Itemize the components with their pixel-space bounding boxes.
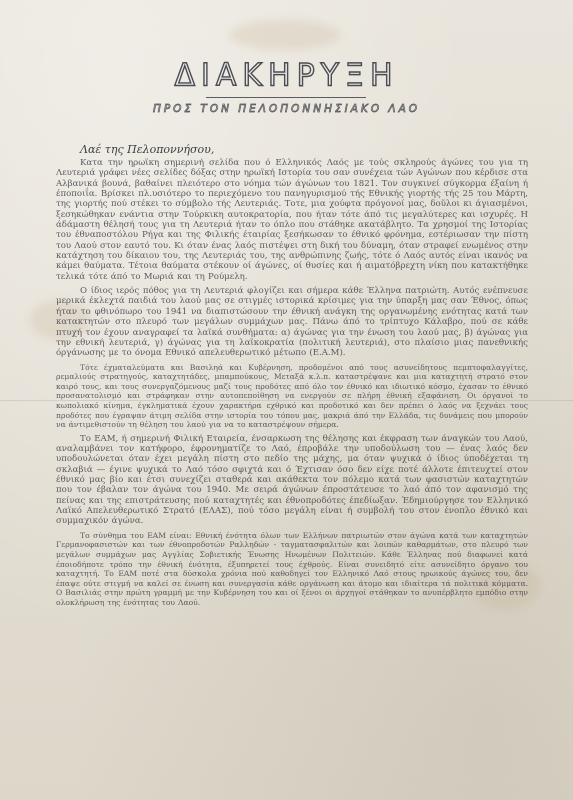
paragraph: Τότε έχματαλεύματα και Βασιληά και Κυβέρνηση, προδομένοι από τους ασυνείδητους πεμπτοφαλαγγίτες, ρεμαλιούς στρατηγούς, καταχτητάδες, μπαμπούκους, Μεταξά κ.λ.π. καταστρέψανε και μια καταχτητή στρατό στον καιρό τους, και τους συνεργαζόμενους μαζί τους προδότες από όλο τον έθνικό και ιδιωτικό κόσμο, έχασαν το έθνικό προσανατολισμό και στράφηκαν στην αυτοπεποίθηση να ενεργούν σε πλήρη έθνική εξαφάνιση. Οι όργανοί το κωπολιακό κίνημα, έγκληματικά έχουν χαρακτήρα εχθρικό και προδοτικό και δεν πρέπει ό λαός να ξεχνάει τους προδότες που έγραψαν άτιμη σελίδα στην ιστορία του τόπου μας, μακριά άπό την Ελλάδα, τις δυνάμεις που μπορούν να άντιμεθιστούν τη θέληση του λαού για να το καταστρέψουν σήμερα. xyxy=(56,362,528,430)
paragraph: Κατα την ηρωϊκη σημερινή σελίδα που ό Ελληνικός Λαός με τούς σκληρούς άγώνες του για τη Λευτεριά γράφει νέες σελίδες δόξας στην ηρωϊκή Ιστορία του σαν συνέχεια τών Αγώνων που κέρδισε στα Αλβανικά βουνά, βαθαίνει πλειότερο στο νόημα τών άγώνων του 1821. Τον συγκινεί σύγκορμα έξαίνη ή έποποιΐα. Βρίσκει πλ.υσιότερο το περιεχόμενο του πανηγυρισμού τής Εθνικής γιορτής τής 25 του Μάρτη, της γιορτής πού στέκει το σύμβολο τής Λευτεριάς. Τοτε, μια χούφτα πρόγονοί μας, δοῦλοι κι άγιασμένοι, ξεσηκώθηκαν ενάντια στην Τούρκικη αυτοκρατορία, που ήταν τότε άπό τις μεγαλύτερες και ισχυρές. Η άδάμαστη θέλησή τους για τη Λευτεριά ήταν το όπλο που στάθηκε ακατάβλητο. Τα χρησμοί της Ιστορίας του έθναποστόλου Ρήγα και της Φιλικής έταιρίας ξεσήκωσαν το έθνικό φρόνημα, εστέριωσαν την πίστη του Λαού στον εαυτό του. Κι όταν ένας λαός πιστέψει στη δική του δύναμη, όταν στραφεί ενωμένος στην κατάχτηση του δίκαιου του, της Λευτεριάς του, της ανθρώπινης ζωής, τότε ό Λαός αυτός είναι ικανός να κάμει θαύματα. Τέτοια θαύματα στέκουν οί άγώνες, οί θυσίες και ή αιματόβρεχτη νίκη που κατακτήθηκε τελικά τότε άπό το Μωριά και τη Ρούμελη. xyxy=(56,158,528,282)
paper-stain xyxy=(230,20,340,50)
document-subtitle: ΠΡΟΣ ΤΟΝ ΠΕΛΟΠΟΝΝΗΣΙΑΚΟ ΛΑΟ xyxy=(152,103,421,115)
paragraph: Ο ίδιος ιερός πόθος για τη Λευτεριά φλογίζει και σήμερα κάθε Έλληνα πατριώτη. Αυτός ενέπνευσε μερικά έκλεχτά παιδιά του λαού μας σε στιγμές ιστορικά κρίσιμες για την ύπαρξη μας σαν Έθνος, όπως ήταν το φθινόπωρο του 1941 να διαπιστώσουν την έθνική ανάγκη της οργανωμένης ενότητας κατά των κατακτητών στο πλευρό των μεγάλων συμμάχων μας. Πάνω άπό το τρίπτυχο Κάλαβρο, πού σε κάθε πτυχή τον έχουν αναγραφεί τα λαϊκά συνθήματα: α) άγώνας για την ένωση του λαού μας, β) άγώνας για την εθνική λευτεριά, γ) άγώνας για τη λαϊκοκρατία (πολιτική λευτεριά), στο πλαίσιο μιας πανεθνικής όργάνωσης με το όνομα Εθνικό απελευθερωτικό μέτωπο (Ε.Α.Μ). xyxy=(56,286,528,359)
paragraph: Το σύνθημα του ΕΑΜ είναι: Εθνική ένότητα όλων των Ελλήνων πατριωτών στον άγώνα κατά των καταχτητών Γερμανοφασιστών και των έθνοπροδοτών Ραλληδών - ταγματασφαλιτών και λοιπών καθαρμάτων, στο πλευρό των μεγάλων συμμάχων μας Αγγλίας Σοβιετικής Ένωσης Ηνωμένων Πολιτειών. Κάθε Έλληνας πού διαφωνεί κατά έποιοδήποτε τρόπο την έθνική ένότητα, έξυπηρετεί τους έχθρούς. Είναι συνειδητό είτε ασυνείδητο όργανο του καταχτητή. Το ΕΑΜ ποτέ στα δύσκολα χρόνια πού καθοδηγεί τον Ελληνικό Λαό στους ηρωικούς άγώνες του, δεν έπαψε ούτε στιγμή να καλεί σε ένωση και συνεργασία κάθε οργάνωση και άτομο και ιδιαίτερα τά πολιτικά κόμματα. Ο Βασιλιάς στην πρώτη γραμμή με την Κυβέρνηση του και οί ξένοι οι άρχηγοί στάθηκαν το ανυπέρβλητο εμπόδιο στην ολοκλήρωση της ένότητας του Λαού. xyxy=(56,530,528,607)
document-body xyxy=(56,158,528,612)
paragraph: Το ΕΑΜ, ή σημερινή Φιλική Εταιρεία, ένσαρκωση της θέλησης και έκφραση των άναγκών του Λαού, αναλαμβάνει τον κατήφορο, έφρονηματίζε το Λαό, έπροβάλε την υποδούλωση του — ένας λαός δεν υποδουλώνεται όταν έχει μεγάλη πίστη στο πεδίο της μάχης, μα όταν ψυχικά ό ίδιος ύποδέχεται τη σκλαβιά — έγινε ψυχικά το Λαό τόσο σφιχτά και ό Έχτισαν όσο δεν είχε ποτέ άλλοτε έπιτευχτεί στον έθνικό μας βίο και έτσι συνεχίζει σταθερά και ακάθεκτα τον πόλεμο κατά των φασιστών καταχτητών που τον έβαλαν τον άγώνα του 1940. Με σειρά άγώνων έπροστάτευσε το λαό άπό τον αφανισμό της πείνας και της επιστράτευσης πού καταχτητές και έθνοπροδότες έπεδίωξαν. Έδημιούργησε τον Ελληνικό Λαϊκό Απελευθερωτικό Στρατό (ΕΛΑΣ), πού τόσο μεγάλη είναι ή συμβολή του στον ένοπλο έθνικό και συμμαχικόν άγώνα. xyxy=(56,433,528,527)
document-title: ΔΙΑΚΗΡΥΞΗ xyxy=(174,57,399,94)
title-underline xyxy=(206,97,366,98)
salutation: Λαέ της Πελοποννήσου, xyxy=(80,143,215,156)
